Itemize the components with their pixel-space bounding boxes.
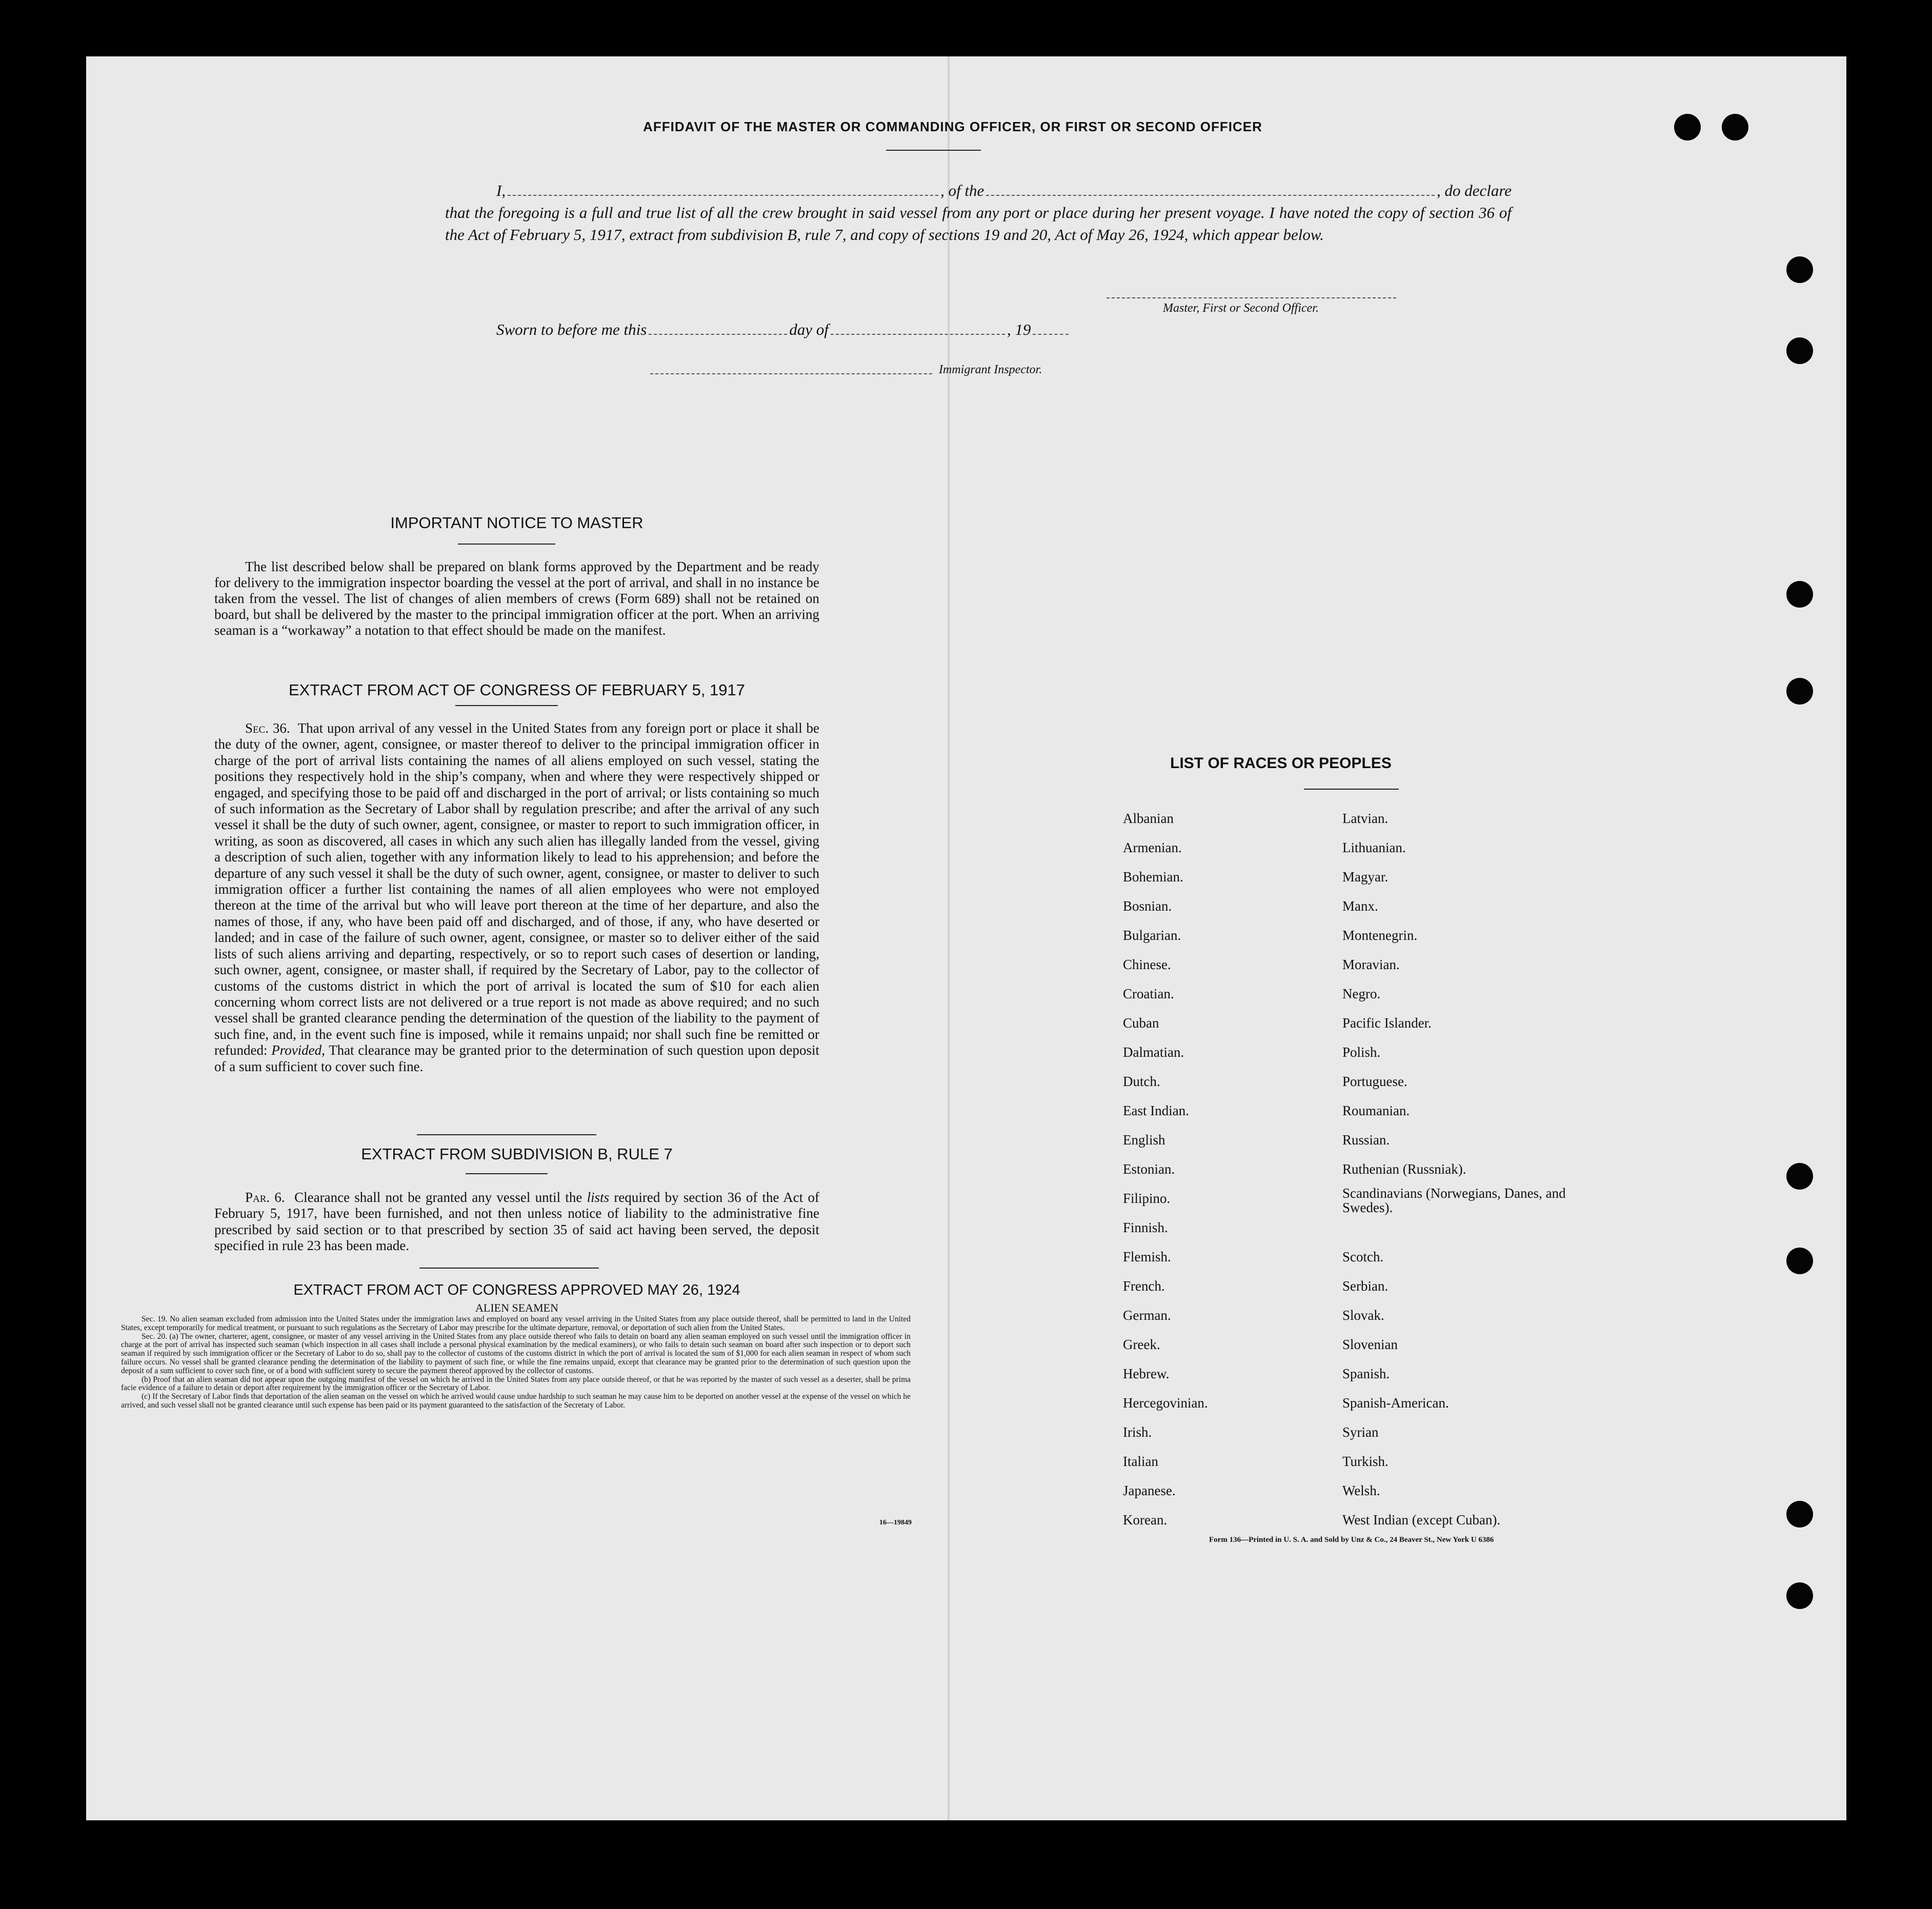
race-item: Portuguese.	[1342, 1074, 1407, 1089]
race-item: Scotch.	[1342, 1249, 1384, 1264]
inspector-label: Immigrant Inspector.	[939, 363, 1042, 376]
binder-hole	[1786, 581, 1813, 608]
sworn-day-blank[interactable]	[649, 334, 787, 335]
race-item: Slovak.	[1342, 1308, 1384, 1323]
race-item: Montenegrin.	[1342, 928, 1418, 943]
race-item: Korean.	[1123, 1512, 1168, 1528]
rule7-text-a: Clearance shall not be granted any vessel until the	[294, 1190, 582, 1205]
binder-hole	[1786, 337, 1813, 364]
rule7-rule	[466, 1173, 548, 1174]
affidavit-text	[445, 179, 1512, 246]
rule7-text-b: required by section 36 of the Act of February 5, 1917, have been furnished, and not then unless notice of liability to the administrative fine prescribed by said section or to that prescribed by section 35 of said act having been served, the deposit specified in rule 23 has been made.	[214, 1190, 819, 1254]
binder-hole	[1786, 1163, 1813, 1190]
race-item: East Indian.	[1123, 1103, 1189, 1118]
extract1917-title: EXTRACT FROM ACT OF CONGRESS OF FEBRUARY 5, 1917	[288, 681, 746, 699]
extract1924-body	[121, 1315, 911, 1410]
binder-hole	[1722, 114, 1748, 140]
affidavit-title: AFFIDAVIT OF THE MASTER OR COMMANDING OFFICER, OR FIRST OR SECOND OFFICER	[643, 119, 1262, 134]
race-item: Spanish.	[1342, 1366, 1390, 1381]
race-item: Moravian.	[1342, 957, 1400, 972]
race-item: Filipino.	[1123, 1191, 1171, 1206]
sec20a-text: Sec. 20. (a) The owner, charterer, agent, consignee, or master of any vessel arriving in the United States from any place outside thereof who fails to detain on board any alien seaman employed on such vessel until the immigration officer in charge at the port of arrival has inspected such seaman (which inspection in all cases shall include a personal physical examination by the medical examiners), or who fails to detain such seaman on board after such inspection or to deport such seaman if required by such immigration officer or the Secretary of Labor to do so, shall pay to the collector of customs of the customs district in which the port of arrival is located the sum of $1,000 for each alien seaman in respect of whom such failure occurs. No vessel shall be granted clearance pending the determination of the liability to payment of such fine, or while the fine remains unpaid, except that clearance may be granted prior to the determination of such question upon the deposit of a sum sufficient to cover such fine, or of a bond with sufficient surety to secure the payment thereof approved by the collector of customs.	[121, 1332, 911, 1375]
race-item: Welsh.	[1342, 1483, 1380, 1498]
race-item: Estonian.	[1123, 1161, 1175, 1177]
inspector-signature-line[interactable]	[650, 373, 932, 374]
title-rule	[886, 150, 981, 151]
race-item: Albanian	[1123, 811, 1174, 826]
affidavit-declare: , do declare	[1436, 182, 1512, 199]
sworn-line	[496, 320, 1214, 339]
form-code: 16—19849	[879, 1519, 912, 1526]
proviso-word: Provided,	[271, 1042, 325, 1058]
sec19-text: Sec. 19. No alien seaman excluded from admission into the United States under the immigration laws and employed on board any vessel arriving in the United States from any place outside thereof, shall be permitted to land in the United States, except temporarily for medical treatment, or pursuant to such regulations as the Secretary of Labor may prescribe for the ultimate departure, removal, or deportation of such alien from the United States.	[121, 1315, 911, 1332]
document-sheet	[86, 56, 1846, 1820]
form-footer: Form 136—Printed in U. S. A. and Sold by Unz & Co., 24 Beaver St., New York U 6386	[1209, 1536, 1494, 1544]
extract1917-rule	[455, 705, 558, 706]
races-rule	[1304, 789, 1399, 790]
extract1924-title: EXTRACT FROM ACT OF CONGRESS APPROVED MAY 26, 1924	[293, 1282, 740, 1298]
binder-hole	[1786, 1248, 1813, 1274]
race-item: Greek.	[1123, 1337, 1160, 1352]
binder-hole	[1674, 114, 1701, 140]
race-item	[1342, 1213, 1588, 1242]
race-item: Chinese.	[1123, 957, 1171, 972]
race-item: English	[1123, 1132, 1165, 1148]
name-blank[interactable]	[508, 195, 938, 196]
race-item: Manx.	[1342, 898, 1378, 914]
year-text: , 19	[1007, 320, 1031, 338]
race-item: Negro.	[1342, 986, 1381, 1001]
extract1924-subtitle: ALIEN SEAMEN	[475, 1301, 558, 1314]
race-item: Lithuanian.	[1342, 840, 1406, 855]
race-item: Hebrew.	[1123, 1366, 1170, 1381]
race-item: Croatian.	[1123, 986, 1174, 1001]
notice-rule	[458, 544, 555, 545]
race-item: Roumanian.	[1342, 1103, 1410, 1118]
race-item: Magyar.	[1342, 869, 1388, 885]
section-divider-1	[417, 1134, 596, 1135]
par6-label: Par. 6.	[245, 1190, 285, 1205]
notice-title: IMPORTANT NOTICE TO MASTER	[390, 514, 643, 532]
race-item: Bulgarian.	[1123, 928, 1181, 943]
sworn-month-blank[interactable]	[831, 334, 1005, 335]
binder-hole	[1786, 678, 1813, 705]
master-signature-line[interactable]	[1106, 297, 1396, 298]
binder-hole	[1786, 1582, 1813, 1609]
race-item: Cuban	[1123, 1015, 1159, 1031]
race-item: Latvian.	[1342, 811, 1388, 826]
race-item: Hercegovinian.	[1123, 1395, 1208, 1411]
race-item: Russian.	[1342, 1132, 1390, 1148]
race-item: French.	[1123, 1278, 1165, 1294]
extract1917-body	[214, 720, 819, 1075]
rule7-body	[214, 1190, 819, 1254]
binder-hole	[1786, 256, 1813, 283]
lists-word: lists	[587, 1190, 610, 1205]
affidavit-body: that the foregoing is a full and true list of all the crew brought in said vessel from any port or place during her present voyage. I have noted the copy of section 36 of the Act of February 5, 1917, extract from subdivision B, rule 7, and copy of sections 19 and 20, Act of May 26, 1924, which appear below.	[445, 204, 1512, 244]
race-item: Scandinavians (Norwegians, Danes, and Swedes).	[1342, 1185, 1566, 1215]
race-item: Japanese.	[1123, 1483, 1176, 1498]
races-column-2	[1342, 804, 1588, 1535]
race-item: Serbian.	[1342, 1278, 1388, 1294]
vessel-blank[interactable]	[986, 195, 1435, 196]
race-item: Spanish-American.	[1342, 1395, 1449, 1411]
race-item: Irish.	[1123, 1424, 1152, 1440]
race-item: Bosnian.	[1123, 898, 1172, 914]
race-item: Armenian.	[1123, 840, 1182, 855]
section-divider-2	[419, 1268, 599, 1269]
affidavit-of: , of the	[940, 182, 984, 199]
sec20c-text: (c) If the Secretary of Labor finds that deportation of the alien seaman on the vessel on which he arrived would cause undue hardship to such seaman he may cause him to be deported on another vessel at the expense of the vessel on which he arrived, and such vessel shall not be granted clearance until such expense has been paid or its payment guaranteed to the satisfaction of the Secretary of Labor.	[121, 1392, 911, 1410]
rule7-title: EXTRACT FROM SUBDIVISION B, RULE 7	[361, 1145, 673, 1163]
races-column-1	[1123, 804, 1328, 1535]
day-of-text: day of	[789, 320, 829, 338]
race-item: Bohemian.	[1123, 869, 1183, 885]
race-item: Turkish.	[1342, 1454, 1388, 1469]
sec36-label: Sec. 36.	[245, 720, 290, 736]
sec20b-text: (b) Proof that an alien seaman did not appear upon the outgoing manifest of the vessel on which he arrived in the United States from any place outside thereof, or that he was reported by the master of such vessel as a deserter, shall be prima facie evidence of a failure to detain or deport after requirement by the immigration officer or the Secretary of Labor.	[121, 1375, 911, 1393]
race-item: Pacific Islander.	[1342, 1015, 1432, 1031]
race-item: Italian	[1123, 1454, 1158, 1469]
race-item: Dalmatian.	[1123, 1044, 1184, 1060]
race-item: Slovenian	[1342, 1337, 1398, 1352]
races-title: LIST OF RACES OR PEOPLES	[1170, 755, 1392, 772]
master-signature-label: Master, First or Second Officer.	[1163, 302, 1319, 315]
year-blank[interactable]	[1033, 334, 1069, 335]
race-item: West Indian (except Cuban).	[1342, 1512, 1501, 1528]
affidavit-i: I,	[496, 182, 506, 199]
race-item: Finnish.	[1123, 1220, 1168, 1235]
race-item: Flemish.	[1123, 1249, 1171, 1264]
notice-body: The list described below shall be prepared on blank forms approved by the Department and be ready for delivery to the immigration inspector boarding the vessel at the port of arrival, and shall in no instance be taken from the vessel. The list of changes of alien members of crews (Form 689) shall not be retained on board, but shall be delivered by the master to the principal immigration officer at the port. When an arriving seaman is a “workaway” a notation to that effect should be made on the manifest.	[214, 559, 819, 638]
race-item: Dutch.	[1123, 1074, 1160, 1089]
race-item: Syrian	[1342, 1424, 1379, 1440]
sec36-text: That upon arrival of any vessel in the United States from any foreign port or place it shall be the duty of the owner, agent, consignee, or master thereof to deliver to the principal immigration officer in charge of the port of arrival lists containing the names of all aliens employed on such vessel, stating the positions they respectively hold in the ship’s company, when and where they were respectively shipped or engaged, and specifying those to be paid off and discharged in the port of arrival; or lists containing so much of such information as the Secretary of Labor shall by regulation prescribe; and after the arrival of any such vessel it shall be the duty of such owner, agent, consignee, or master to report to such immigration officer, in writing, as soon as discovered, all cases in which any such alien has illegally landed from the vessel, giving a description of such alien, together with any information likely to lead to his apprehension; and before the departure of any such vessel it shall be the duty of such owner, agent, consignee, or master to deliver to such immigration officer a further list containing the names of all alien employees who were not employed thereon at the time of the arrival but who will leave port thereon at the time of her departure, and also the names of those, if any, who have been paid off and discharged, and of those, if any, who have deserted or landed; and in case of the failure of such owner, agent, consignee, or master so to deliver either of the said lists of such aliens arriving and departing, respectively, or so to report such cases of desertion or landing, such owner, agent, consignee, or master shall, if required by the Secretary of Labor, pay to the collector of customs of the customs district in which the port of arrival is located the sum of $10 for each alien concerning whom correct lists are not delivered or a true report is not made as above required; and no such vessel shall be granted clearance pending the determination of the question of the liability to the payment of such fine, and, in the event such fine is imposed, while it remains unpaid; nor shall such fine be remitted or refunded:	[214, 720, 820, 1058]
race-item: Polish.	[1342, 1044, 1381, 1060]
proviso-text: That clearance may be granted prior to the determination of such question upon deposit of a sum sufficient to cover such fine.	[214, 1042, 820, 1074]
sworn-text: Sworn to before me this	[496, 320, 647, 338]
race-item: Ruthenian (Russniak).	[1342, 1161, 1466, 1177]
race-item: German.	[1123, 1308, 1171, 1323]
binder-hole	[1786, 1501, 1813, 1528]
